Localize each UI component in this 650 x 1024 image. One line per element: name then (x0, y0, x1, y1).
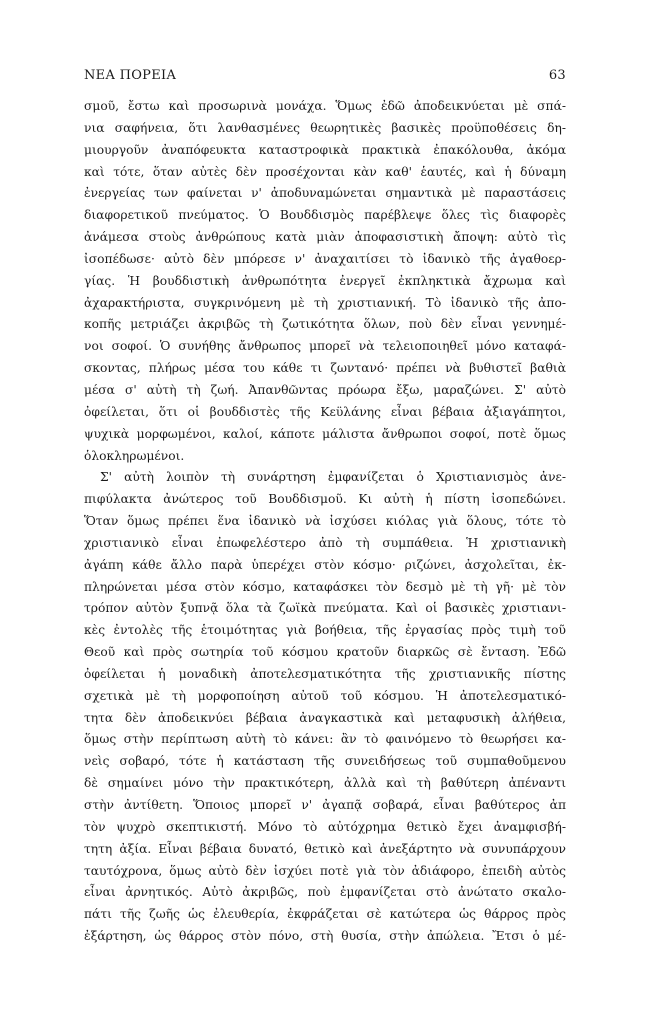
text-line: πληρώνεται μέσα στὸν κόσμο, καταφάσκει τὸν δεσμὸ μὲ τὴ γῆ· μὲ τὸν (84, 579, 566, 594)
text-line: ὀφείλεται, ὅτι οἱ βουδδιστὲς τῆς Κεϋλάνης εἶναι βέβαια ἀξιαγάπητοι, (84, 404, 566, 419)
body-text (84, 96, 566, 948)
text-line: νια σαφήνεια, ὅτι λανθασμένες θεωρητικὲς βασικὲς προϋποθέσεις δη- (84, 120, 566, 135)
running-header (84, 68, 566, 83)
running-title: ΝΕΑ ΠΟΡΕΙΑ (84, 68, 177, 83)
text-line: χριστιανικὸ εἶναι ἐπωφελέστερο ἀπὸ τὴ συμπάθεια. Ἡ χριστιανικὴ (84, 535, 566, 550)
text-line: ὁλοκληρωμένοι. (84, 448, 185, 463)
text-line: σμοῦ, ἔστω καὶ προσωρινὰ μονάχα. Ὅμως ἐδῶ ἀποδεικνύεται μὲ σπά- (84, 99, 566, 113)
text-line: διαφορετικοῦ πνεύματος. Ὁ Βουδδισμὸς παρέβλεψε ὅλες τὶς διαφορὲς (84, 208, 566, 223)
text-line: ψυχικὰ μορφωμένοι, καλοί, κάποτε μάλιστα ἄνθρωποι σοφοί, ποτὲ ὅμως (84, 426, 566, 441)
text-line: νεὶς σοβαρό, τότε ἡ κατάσταση τῆς συνειδήσεως τοῦ συμπαθοῦμενου (84, 754, 566, 769)
text-line: στὴν ἀντίθετη. Ὅποιος μπορεῖ ν' ἀγαπᾷ σοβαρά, εἶναι βαθύτερος ἀπ (84, 798, 566, 812)
text-line: Θεοῦ καὶ πρὸς σωτηρία τοῦ κόσμου κρατοῦν διαρκῶς σὲ ἔνταση. Ἐδῶ (84, 645, 566, 660)
text-line: κοπῆς μετριάζει ἀκριβῶς τὴ ζωτικότητα ὅλων, ποὺ δὲν εἶναι γεννημέ- (84, 317, 566, 332)
text-line: δὲ σημαίνει μόνο τὴν πρακτικότερη, ἀλλὰ καὶ τὴ βαθύτερη ἀπέναντι (84, 776, 566, 791)
text-line: εἶναι ἀρνητικός. Αὐτὸ ἀκριβῶς, ποὺ ἐμφανίζεται στὸ ἀνώτατο σκαλο- (84, 885, 566, 900)
text-line: ἰσοπέδωσε· αὐτὸ δὲν μπόρεσε ν' ἀναχαιτίσει τὸ ἰδανικὸ τῆς ἀγαθοερ- (84, 251, 566, 266)
text-line: κὲς ἐντολὲς τῆς ἑτοιμότητας γιὰ βοήθεια, τῆς ἐργασίας πρὸς τιμὴ τοῦ (84, 623, 566, 638)
text-line: σκοντας, πλήρως μέσα του κάθε τι ζωντανό· πρέπει νὰ βυθιστεῖ βαθιὰ (84, 361, 566, 376)
text-line: ἀνάμεσα στοὺς ἀνθρώπους κατὰ μιὰν ἀποφασιστικὴ ἄποψη: αὐτὸ τὶς (84, 230, 566, 245)
text-line: ὅμως στὴν περίπτωση αὐτὴ τὸ κάνει: ἂν τὸ φαινόμενο τὸ θεωρήσει κα- (84, 732, 566, 747)
text-line: πάτι τῆς ζωῆς ὡς ἐλευθερία, ἐκφράζεται σὲ κατώτερα ὡς θάρρος πρὸς (84, 907, 566, 922)
text-line: γίας. Ἡ βουδδιστικὴ ἀνθρωπότητα ἐνεργεῖ ἐκπληκτικὰ ἄχρωμα καὶ (84, 273, 566, 288)
text-line: μέσα σ' αὐτὴ τὴ ζωή. Ἀπανθῶντας πρόωρα ἔξω, μαραζώνει. Σ' αὐτὸ (84, 382, 566, 397)
text-line: τρόπον αὐτὸν ξυπνᾷ ὅλα τὰ ζωϊκὰ πνεύματα. Καὶ οἱ βασικὲς χριστιανι- (84, 601, 566, 616)
text-line: ἀχαρακτήριστα, συγκρινόμενη μὲ τὴ χριστιανική. Τὸ ἰδανικὸ τῆς ἀπο- (84, 295, 566, 310)
text-line: τητη ἀξία. Εἶναι βέβαια δυνατό, θετικὸ καὶ ἀνεξάρτητο νὰ συνυπάρχουν (84, 841, 566, 856)
text-line: μιουργοῦν ἀναπόφευκτα καταστροφικὰ πρακτικὰ ἐπακόλουθα, ἀκόμα (84, 142, 566, 157)
text-line: καὶ τότε, ὅταν αὐτὲς δὲν προσέχονται κὰν καθ' ἑαυτές, καὶ ἡ δύναμη (84, 164, 566, 179)
paragraph-first-line: Σ' αὐτὴ λοιπὸν τὴ συνάρτηση ἐμφανίζεται ὁ Χριστιανισμὸς ἀνε- (100, 470, 566, 485)
text-line: ταυτόχρονα, ὅμως αὐτὸ δὲν ἰσχύει ποτὲ γιὰ τὸν ἀδιάφορο, ἐπειδὴ αὐτὸς (84, 863, 566, 878)
text-line: ἐξάρτηση, ὡς θάρρος στὸν πόνο, στὴ θυσία, στὴν ἀπώλεια. Ἔτσι ὁ μέ- (84, 929, 566, 944)
text-line: Ὅταν ὅμως πρέπει ἕνα ἰδανικὸ νὰ ἰσχύσει κιόλας γιὰ ὅλους, τότε τὸ (84, 514, 566, 529)
text-line: τὸν ψυχρὸ σκεπτικιστή. Μόνο τὸ αὐτόχρημα θετικὸ ἔχει ἀναμφισβή- (84, 819, 566, 834)
text-line: πιφύλακτα ἀνώτερος τοῦ Βουδδισμοῦ. Κι αὐτὴ ἡ πίστη ἰσοπεδώνει. (84, 492, 566, 507)
text-line: ἐνεργείας των φαίνεται ν' ἀποδυναμώνεται σημαντικὰ μὲ παραστάσεις (84, 186, 566, 201)
text-line: σχετικὰ μὲ τὴ μορφοποίηση αὐτοῦ τοῦ κόσμου. Ἡ ἀποτελεσματικό- (84, 688, 566, 703)
page-number: 63 (548, 68, 566, 83)
text-line: ὀφείλεται ἡ μοναδικὴ ἀποτελεσματικότητα τῆς χριστιανικῆς πίστης (84, 666, 566, 681)
text-line: ἀγάπη κάθε ἄλλο παρὰ ὑπερέχει στὸν κόσμο· ριζώνει, ἀσχολεῖται, ἐκ- (84, 557, 566, 572)
text-line: τητα δὲν ἀποδεικνύει βέβαια ἀναγκαστικὰ καὶ μεταφυσικὴ ἀλήθεια, (84, 710, 566, 725)
text-line: νοι σοφοί. Ὁ συνήθης ἄνθρωπος μπορεῖ νὰ τελειοποιηθεῖ μόνο καταφά- (84, 339, 566, 354)
